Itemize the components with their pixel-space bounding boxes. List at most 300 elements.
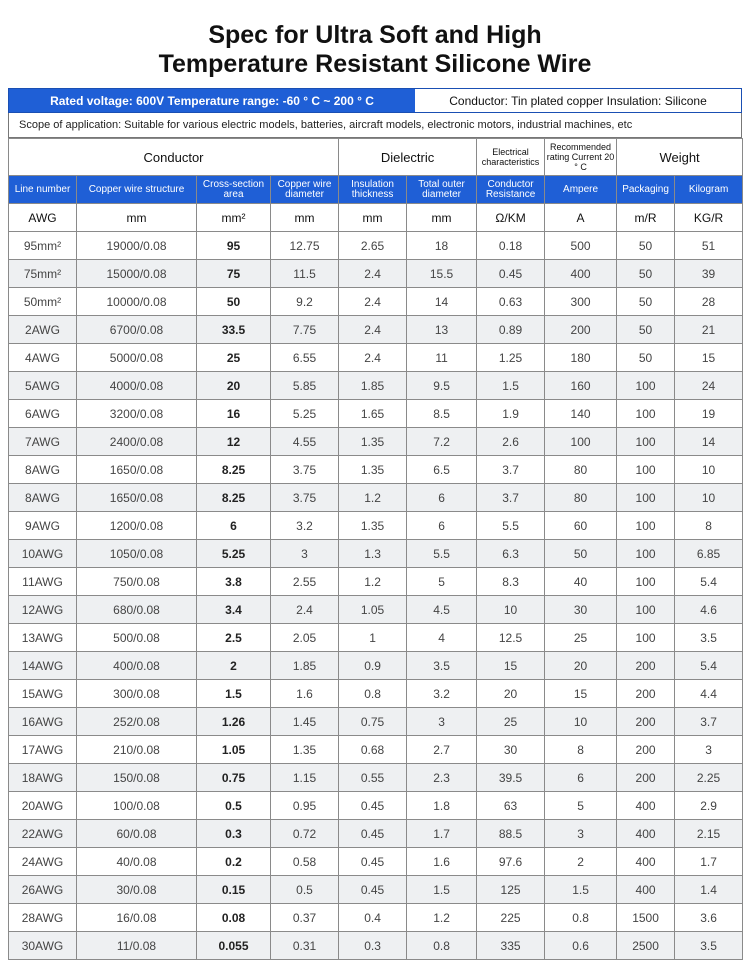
table-cell: 50mm² <box>9 288 77 316</box>
table-row <box>9 652 743 680</box>
table-cell: 24 <box>675 372 743 400</box>
table-cell: 3.7 <box>477 484 545 512</box>
table-cell: 200 <box>545 316 617 344</box>
table-cell: 5.85 <box>271 372 339 400</box>
table-cell: 16 <box>197 400 271 428</box>
table-cell: 1.8 <box>407 792 477 820</box>
table-cell: 1.35 <box>339 456 407 484</box>
table-cell: 1.45 <box>271 708 339 736</box>
table-row <box>9 568 743 596</box>
table-cell: 33.5 <box>197 316 271 344</box>
table-cell: 50 <box>197 288 271 316</box>
column-header: Cross-section area <box>197 176 271 204</box>
table-row <box>9 316 743 344</box>
table-cell: 0.3 <box>197 820 271 848</box>
table-cell: 335 <box>477 932 545 960</box>
table-cell: 15000/0.08 <box>77 260 197 288</box>
column-header-row <box>9 176 743 204</box>
table-cell: 80 <box>545 456 617 484</box>
table-cell: 2.25 <box>675 764 743 792</box>
table-cell: 100 <box>617 400 675 428</box>
table-cell: 5.5 <box>477 512 545 540</box>
table-row <box>9 400 743 428</box>
table-cell: 125 <box>477 876 545 904</box>
table-cell: 1.3 <box>339 540 407 568</box>
spec-sheet <box>8 88 742 960</box>
table-cell: 0.68 <box>339 736 407 764</box>
table-cell: 15 <box>675 344 743 372</box>
table-cell: 0.08 <box>197 904 271 932</box>
table-cell: 1.9 <box>477 400 545 428</box>
table-cell: 8AWG <box>9 484 77 512</box>
table-cell: 8.25 <box>197 484 271 512</box>
table-cell: 0.055 <box>197 932 271 960</box>
table-cell: 2500 <box>617 932 675 960</box>
table-cell: 0.3 <box>339 932 407 960</box>
table-cell: 50 <box>617 316 675 344</box>
table-cell: 2AWG <box>9 316 77 344</box>
table-cell: 140 <box>545 400 617 428</box>
table-cell: 2.4 <box>339 288 407 316</box>
table-cell: 95mm² <box>9 232 77 260</box>
table-cell: 20 <box>477 680 545 708</box>
table-cell: 40 <box>545 568 617 596</box>
table-cell: 15AWG <box>9 680 77 708</box>
table-cell: 11 <box>407 344 477 372</box>
table-cell: 13 <box>407 316 477 344</box>
table-cell: 2.65 <box>339 232 407 260</box>
table-cell: 5.25 <box>271 400 339 428</box>
table-cell: 1200/0.08 <box>77 512 197 540</box>
table-cell: 8 <box>545 736 617 764</box>
group-dielectric: Dielectric <box>339 139 477 176</box>
table-cell: 1.05 <box>339 596 407 624</box>
table-cell: 3.7 <box>477 456 545 484</box>
table-cell: 16/0.08 <box>77 904 197 932</box>
table-cell: 210/0.08 <box>77 736 197 764</box>
table-cell: 10 <box>477 596 545 624</box>
table-cell: 3.2 <box>407 680 477 708</box>
table-cell: 1.35 <box>271 736 339 764</box>
table-cell: 0.37 <box>271 904 339 932</box>
scope-of-application: Scope of application: Suitable for various electric models, batteries, aircraft models, electronic motors, industrial machines, etc <box>8 113 742 138</box>
table-cell: 0.2 <box>197 848 271 876</box>
table-cell: 160 <box>545 372 617 400</box>
table-cell: 14 <box>675 428 743 456</box>
table-cell: 3.6 <box>675 904 743 932</box>
table-cell: 20 <box>197 372 271 400</box>
table-cell: 3.2 <box>271 512 339 540</box>
table-row <box>9 484 743 512</box>
table-cell: 15 <box>545 680 617 708</box>
table-cell: 13AWG <box>9 624 77 652</box>
table-cell: 2.7 <box>407 736 477 764</box>
table-cell: 6AWG <box>9 400 77 428</box>
table-cell: 0.95 <box>271 792 339 820</box>
table-row <box>9 764 743 792</box>
unit-cell: AWG <box>9 204 77 232</box>
table-cell: 50 <box>617 260 675 288</box>
table-cell: 1.2 <box>407 904 477 932</box>
table-cell: 7.2 <box>407 428 477 456</box>
table-cell: 4.5 <box>407 596 477 624</box>
table-cell: 12AWG <box>9 596 77 624</box>
table-cell: 0.75 <box>339 708 407 736</box>
table-cell: 0.55 <box>339 764 407 792</box>
page-title <box>0 0 750 89</box>
unit-cell: mm² <box>197 204 271 232</box>
table-cell: 60 <box>545 512 617 540</box>
table-cell: 4 <box>407 624 477 652</box>
table-cell: 225 <box>477 904 545 932</box>
table-cell: 6.85 <box>675 540 743 568</box>
table-row <box>9 456 743 484</box>
rated-voltage-label: Rated voltage: 600V Temperature range: -60 ° C ~ 200 ° C <box>9 89 415 112</box>
table-cell: 252/0.08 <box>77 708 197 736</box>
table-row <box>9 540 743 568</box>
conductor-material-label: Conductor: Tin plated copper Insulation: Silicone <box>415 89 741 112</box>
table-cell: 11AWG <box>9 568 77 596</box>
table-cell: 75 <box>197 260 271 288</box>
table-cell: 3 <box>407 708 477 736</box>
table-cell: 75mm² <box>9 260 77 288</box>
unit-cell: Ω/KM <box>477 204 545 232</box>
table-cell: 750/0.08 <box>77 568 197 596</box>
table-cell: 19000/0.08 <box>77 232 197 260</box>
group-electrical: Electrical characteristics <box>477 139 545 176</box>
table-row <box>9 624 743 652</box>
table-cell: 39.5 <box>477 764 545 792</box>
table-cell: 0.5 <box>197 792 271 820</box>
table-cell: 300 <box>545 288 617 316</box>
table-cell: 1.6 <box>407 848 477 876</box>
unit-cell: mm <box>407 204 477 232</box>
spec-banner <box>8 88 742 113</box>
table-cell: 0.45 <box>339 820 407 848</box>
table-cell: 6 <box>545 764 617 792</box>
table-cell: 200 <box>617 764 675 792</box>
table-cell: 8 <box>675 512 743 540</box>
table-cell: 2.4 <box>339 316 407 344</box>
table-cell: 1.7 <box>407 820 477 848</box>
table-cell: 25 <box>477 708 545 736</box>
table-cell: 400 <box>617 820 675 848</box>
table-cell: 10000/0.08 <box>77 288 197 316</box>
table-cell: 1.2 <box>339 568 407 596</box>
table-cell: 1 <box>339 624 407 652</box>
table-cell: 3.7 <box>675 708 743 736</box>
table-row <box>9 512 743 540</box>
table-cell: 2.5 <box>197 624 271 652</box>
table-cell: 50 <box>617 344 675 372</box>
table-cell: 3 <box>545 820 617 848</box>
table-row <box>9 344 743 372</box>
title-line-1: Spec for Ultra Soft and High <box>208 21 542 49</box>
table-cell: 1050/0.08 <box>77 540 197 568</box>
table-cell: 12.75 <box>271 232 339 260</box>
table-cell: 1.85 <box>339 372 407 400</box>
table-cell: 17AWG <box>9 736 77 764</box>
table-cell: 11.5 <box>271 260 339 288</box>
table-cell: 8.5 <box>407 400 477 428</box>
table-cell: 7AWG <box>9 428 77 456</box>
unit-cell: mm <box>339 204 407 232</box>
table-cell: 1500 <box>617 904 675 932</box>
table-cell: 100 <box>617 624 675 652</box>
group-recommended: Recommended rating Current 20 ° C <box>545 139 617 176</box>
table-cell: 0.15 <box>197 876 271 904</box>
table-cell: 0.58 <box>271 848 339 876</box>
table-cell: 3 <box>675 736 743 764</box>
table-cell: 4.6 <box>675 596 743 624</box>
table-cell: 50 <box>545 540 617 568</box>
table-cell: 30 <box>545 596 617 624</box>
table-cell: 1650/0.08 <box>77 456 197 484</box>
table-row <box>9 708 743 736</box>
table-cell: 18AWG <box>9 764 77 792</box>
table-cell: 12 <box>197 428 271 456</box>
table-cell: 0.6 <box>545 932 617 960</box>
table-cell: 5AWG <box>9 372 77 400</box>
group-weight: Weight <box>617 139 743 176</box>
table-cell: 300/0.08 <box>77 680 197 708</box>
table-cell: 50 <box>617 288 675 316</box>
table-cell: 200 <box>617 708 675 736</box>
column-header: Conductor Resistance <box>477 176 545 204</box>
table-cell: 5.4 <box>675 652 743 680</box>
table-cell: 200 <box>617 652 675 680</box>
table-cell: 20 <box>545 652 617 680</box>
table-cell: 1.6 <box>271 680 339 708</box>
table-cell: 5.5 <box>407 540 477 568</box>
group-header-row <box>9 139 743 176</box>
table-row <box>9 680 743 708</box>
table-cell: 200 <box>617 736 675 764</box>
table-cell: 1.2 <box>339 484 407 512</box>
table-cell: 100 <box>617 484 675 512</box>
table-cell: 9AWG <box>9 512 77 540</box>
table-cell: 4.55 <box>271 428 339 456</box>
table-cell: 1.85 <box>271 652 339 680</box>
table-cell: 2.4 <box>339 260 407 288</box>
table-row <box>9 736 743 764</box>
table-cell: 6 <box>407 512 477 540</box>
unit-cell: A <box>545 204 617 232</box>
table-row <box>9 932 743 960</box>
table-cell: 2.4 <box>339 344 407 372</box>
table-cell: 1.15 <box>271 764 339 792</box>
table-cell: 39 <box>675 260 743 288</box>
table-cell: 15.5 <box>407 260 477 288</box>
table-cell: 2.15 <box>675 820 743 848</box>
table-cell: 30AWG <box>9 932 77 960</box>
table-row <box>9 232 743 260</box>
table-cell: 8.3 <box>477 568 545 596</box>
table-cell: 0.8 <box>339 680 407 708</box>
table-cell: 3.5 <box>675 624 743 652</box>
table-cell: 60/0.08 <box>77 820 197 848</box>
table-cell: 25 <box>197 344 271 372</box>
table-cell: 150/0.08 <box>77 764 197 792</box>
table-cell: 0.63 <box>477 288 545 316</box>
table-cell: 9.5 <box>407 372 477 400</box>
table-cell: 63 <box>477 792 545 820</box>
table-cell: 5.25 <box>197 540 271 568</box>
table-cell: 1.5 <box>407 876 477 904</box>
table-cell: 16AWG <box>9 708 77 736</box>
table-cell: 400 <box>617 876 675 904</box>
table-cell: 0.8 <box>545 904 617 932</box>
table-cell: 10 <box>545 708 617 736</box>
unit-cell: m/R <box>617 204 675 232</box>
column-header: Kilogram <box>675 176 743 204</box>
table-cell: 3200/0.08 <box>77 400 197 428</box>
table-cell: 1.5 <box>545 876 617 904</box>
table-cell: 0.75 <box>197 764 271 792</box>
unit-row <box>9 204 743 232</box>
table-cell: 20AWG <box>9 792 77 820</box>
table-cell: 19 <box>675 400 743 428</box>
table-cell: 2.55 <box>271 568 339 596</box>
column-header: Ampere <box>545 176 617 204</box>
table-cell: 0.4 <box>339 904 407 932</box>
table-cell: 50 <box>617 232 675 260</box>
table-cell: 1.35 <box>339 512 407 540</box>
table-cell: 14AWG <box>9 652 77 680</box>
table-cell: 100 <box>617 596 675 624</box>
table-cell: 28 <box>675 288 743 316</box>
column-header: Copper wire diameter <box>271 176 339 204</box>
table-cell: 100/0.08 <box>77 792 197 820</box>
table-cell: 24AWG <box>9 848 77 876</box>
table-cell: 1.65 <box>339 400 407 428</box>
table-cell: 40/0.08 <box>77 848 197 876</box>
table-cell: 30/0.08 <box>77 876 197 904</box>
table-cell: 200 <box>617 680 675 708</box>
table-cell: 100 <box>545 428 617 456</box>
table-cell: 6.5 <box>407 456 477 484</box>
table-cell: 3.8 <box>197 568 271 596</box>
table-cell: 1.4 <box>675 876 743 904</box>
table-cell: 100 <box>617 456 675 484</box>
table-cell: 1.5 <box>197 680 271 708</box>
table-cell: 3.5 <box>407 652 477 680</box>
table-cell: 1.7 <box>675 848 743 876</box>
table-cell: 1.25 <box>477 344 545 372</box>
group-conductor: Conductor <box>9 139 339 176</box>
table-cell: 0.5 <box>271 876 339 904</box>
table-cell: 2 <box>545 848 617 876</box>
table-cell: 51 <box>675 232 743 260</box>
table-cell: 12.5 <box>477 624 545 652</box>
table-cell: 97.6 <box>477 848 545 876</box>
table-cell: 7.75 <box>271 316 339 344</box>
table-cell: 4000/0.08 <box>77 372 197 400</box>
table-cell: 180 <box>545 344 617 372</box>
table-cell: 6 <box>197 512 271 540</box>
unit-cell: KG/R <box>675 204 743 232</box>
table-cell: 3.4 <box>197 596 271 624</box>
table-cell: 2.4 <box>271 596 339 624</box>
table-cell: 6700/0.08 <box>77 316 197 344</box>
column-header: Line number <box>9 176 77 204</box>
table-row <box>9 596 743 624</box>
table-cell: 0.45 <box>339 876 407 904</box>
table-cell: 6.3 <box>477 540 545 568</box>
table-cell: 0.89 <box>477 316 545 344</box>
table-cell: 3.75 <box>271 456 339 484</box>
table-cell: 0.45 <box>339 848 407 876</box>
table-cell: 4.4 <box>675 680 743 708</box>
table-cell: 0.72 <box>271 820 339 848</box>
table-cell: 0.45 <box>339 792 407 820</box>
table-cell: 3.5 <box>675 932 743 960</box>
table-cell: 100 <box>617 512 675 540</box>
table-cell: 1650/0.08 <box>77 484 197 512</box>
table-row <box>9 904 743 932</box>
table-cell: 2400/0.08 <box>77 428 197 456</box>
table-cell: 6.55 <box>271 344 339 372</box>
table-cell: 5 <box>545 792 617 820</box>
column-header: Total outer diameter <box>407 176 477 204</box>
unit-cell: mm <box>77 204 197 232</box>
table-cell: 1.26 <box>197 708 271 736</box>
table-row <box>9 876 743 904</box>
table-cell: 8.25 <box>197 456 271 484</box>
table-cell: 2.3 <box>407 764 477 792</box>
table-cell: 14 <box>407 288 477 316</box>
table-cell: 680/0.08 <box>77 596 197 624</box>
table-cell: 30 <box>477 736 545 764</box>
table-cell: 400/0.08 <box>77 652 197 680</box>
table-cell: 11/0.08 <box>77 932 197 960</box>
table-cell: 15 <box>477 652 545 680</box>
table-row <box>9 372 743 400</box>
table-cell: 21 <box>675 316 743 344</box>
table-cell: 80 <box>545 484 617 512</box>
table-cell: 500 <box>545 232 617 260</box>
column-header: Copper wire structure <box>77 176 197 204</box>
table-cell: 22AWG <box>9 820 77 848</box>
table-cell: 100 <box>617 568 675 596</box>
table-cell: 0.31 <box>271 932 339 960</box>
table-cell: 0.9 <box>339 652 407 680</box>
table-row <box>9 848 743 876</box>
table-row <box>9 260 743 288</box>
table-cell: 8AWG <box>9 456 77 484</box>
table-cell: 1.05 <box>197 736 271 764</box>
spec-table <box>8 138 743 960</box>
table-cell: 500/0.08 <box>77 624 197 652</box>
column-header: Packaging <box>617 176 675 204</box>
table-cell: 400 <box>545 260 617 288</box>
table-cell: 400 <box>617 848 675 876</box>
table-cell: 0.18 <box>477 232 545 260</box>
table-cell: 18 <box>407 232 477 260</box>
table-body <box>9 232 743 960</box>
table-row <box>9 792 743 820</box>
table-cell: 5 <box>407 568 477 596</box>
table-cell: 2.6 <box>477 428 545 456</box>
table-cell: 3 <box>271 540 339 568</box>
title-line-2: Temperature Resistant Silicone Wire <box>158 50 592 78</box>
table-cell: 4AWG <box>9 344 77 372</box>
table-cell: 3.75 <box>271 484 339 512</box>
table-cell: 400 <box>617 792 675 820</box>
table-cell: 2.05 <box>271 624 339 652</box>
table-cell: 0.45 <box>477 260 545 288</box>
unit-cell: mm <box>271 204 339 232</box>
